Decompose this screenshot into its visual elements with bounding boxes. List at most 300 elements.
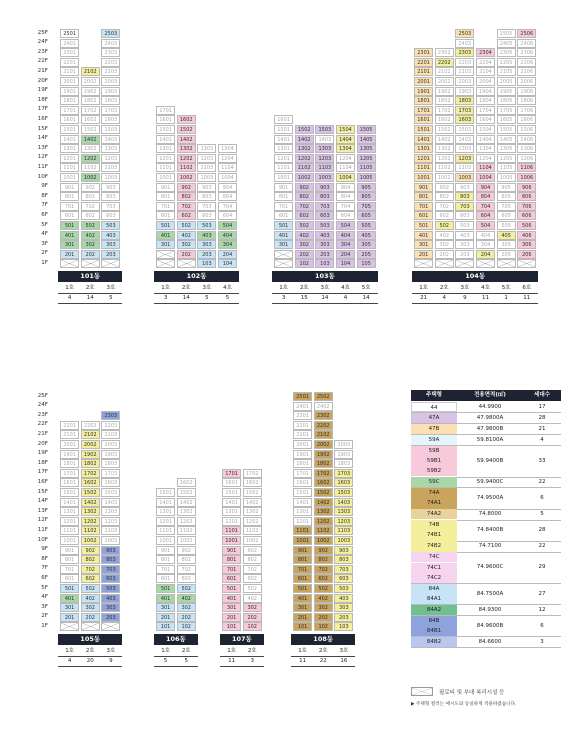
unit-cell: 1203: [334, 517, 353, 526]
unit-cell: 1002: [177, 536, 196, 545]
unit-cell: 503: [101, 221, 120, 230]
unit-cell: 102: [295, 259, 314, 268]
unit-cell: 201: [222, 613, 241, 622]
unit-cell: 406: [517, 231, 536, 240]
unit-cell: 901: [156, 546, 175, 555]
unit-cell: 501: [293, 584, 312, 593]
unit-cell: 1302: [295, 144, 314, 153]
unit-cell: 903: [315, 183, 334, 192]
unit-cell: 1004: [476, 173, 495, 182]
unit-cell: 1201: [60, 154, 79, 163]
unit-cell: 1802: [81, 96, 100, 105]
unit-cell: 1405: [357, 135, 376, 144]
unit-cell: 702: [314, 565, 333, 574]
unit-cell: 806: [517, 192, 536, 201]
unit-count: 4: [67, 295, 72, 301]
row-divider: [58, 303, 122, 304]
pilotis-legend: [411, 686, 561, 698]
unit-cell: 1501: [414, 125, 433, 134]
building-name: 107동: [220, 634, 264, 645]
unit-cell: 1002: [177, 173, 196, 182]
unit-cell: 2301: [414, 48, 433, 57]
unit-cell: 2205: [497, 58, 516, 67]
unit-cell: 1002: [81, 173, 100, 182]
unit-cell: [476, 259, 495, 268]
unit-cell: 1605: [497, 115, 516, 124]
legend-header: 세대수: [523, 390, 561, 401]
floor-label: 5F: [41, 584, 48, 591]
unit-cell: 801: [156, 192, 175, 201]
unit-cell: 505: [497, 221, 516, 230]
unit-cell: 805: [357, 192, 376, 201]
unit-cell: 1002: [243, 536, 262, 545]
unit-count: 16: [340, 658, 348, 664]
unit-cell: 301: [60, 240, 79, 249]
unit-cell: 1403: [334, 498, 353, 507]
unit-cell: 903: [101, 183, 120, 192]
unit-cell: 702: [435, 202, 454, 211]
unit-cell: 601: [60, 211, 79, 220]
unit-cell: 204: [476, 250, 495, 259]
floor-label: 17F: [37, 106, 48, 113]
legend-unit-type: 59B1: [411, 456, 457, 466]
unit-cell: 1902: [81, 450, 100, 459]
unit-cell: 1904: [476, 87, 495, 96]
unit-cell: 202: [435, 250, 454, 259]
unit-cell: 1801: [60, 96, 79, 105]
floor-label: 9F: [41, 546, 48, 553]
row-divider: [220, 666, 264, 667]
unit-cell: 2204: [476, 58, 495, 67]
unit-label: 2호: [299, 285, 309, 291]
unit-cell: 1202: [81, 154, 100, 163]
legend-unit-type: 74A: [411, 488, 457, 498]
unit-cell: 1602: [177, 115, 196, 124]
floor-label: 4F: [41, 231, 48, 238]
unit-cell: 1101: [156, 526, 175, 535]
unit-cell: 1403: [315, 135, 334, 144]
unit-count: 9: [109, 658, 113, 664]
unit-cell: 502: [295, 221, 314, 230]
unit-cell: 605: [497, 211, 516, 220]
unit-cell: 902: [177, 183, 196, 192]
unit-cell: 1903: [101, 87, 120, 96]
unit-cell: 101: [293, 622, 312, 631]
unit-cell: 1805: [497, 96, 516, 105]
unit-count: 3: [163, 295, 168, 301]
unit-cell: 1402: [435, 135, 454, 144]
unit-cell: 1702: [435, 106, 454, 115]
unit-cell: 2502: [314, 392, 333, 401]
floor-label: 14F: [37, 498, 48, 505]
legend-area: 74.8000: [478, 511, 502, 518]
unit-cell: 1606: [517, 115, 536, 124]
unit-cell: 2301: [293, 411, 312, 420]
unit-cell: 2405: [497, 39, 516, 48]
unit-cell: 202: [314, 613, 333, 622]
legend-count: 6: [540, 622, 544, 629]
unit-cell: 1201: [274, 154, 293, 163]
unit-cell: 802: [81, 192, 100, 201]
floor-label: 24F: [37, 39, 48, 46]
unit-cell: 1501: [293, 488, 312, 497]
unit-cell: 1102: [81, 163, 100, 172]
unit-label: 1호: [298, 648, 307, 654]
unit-label: 1호: [161, 285, 170, 291]
unit-cell: 303: [315, 240, 334, 249]
unit-cell: 1702: [243, 469, 262, 478]
unit-cell: 1205: [357, 154, 376, 163]
unit-cell: 804: [476, 192, 495, 201]
unit-cell: 1001: [414, 173, 433, 182]
unit-cell: 203: [101, 613, 120, 622]
unit-cell: 1204: [476, 154, 495, 163]
unit-cell: 1702: [314, 469, 333, 478]
unit-cell: 702: [295, 202, 314, 211]
unit-cell: 501: [156, 221, 175, 230]
unit-cell: 202: [177, 250, 196, 259]
unit-cell: 803: [101, 192, 120, 201]
legend-unit-type: 59A: [411, 435, 457, 445]
unit-cell: 805: [497, 192, 516, 201]
unit-label: 4호: [481, 285, 490, 291]
unit-cell: 403: [197, 231, 216, 240]
unit-cell: 701: [60, 565, 79, 574]
unit-label: 4호: [223, 285, 232, 291]
unit-cell: 1906: [517, 87, 536, 96]
unit-cell: 701: [293, 565, 312, 574]
unit-cell: 502: [435, 221, 454, 230]
floor-label: 13F: [37, 507, 48, 514]
floor-label: 23F: [37, 48, 48, 55]
unit-cell: 2303: [101, 411, 120, 420]
unit-cell: 1402: [177, 135, 196, 144]
unit-cell: 2301: [60, 48, 79, 57]
unit-cell: 302: [435, 240, 454, 249]
unit-cell: 401: [274, 231, 293, 240]
unit-cell: 2103: [455, 67, 474, 76]
unit-cell: 302: [314, 603, 333, 612]
unit-cell: 705: [497, 202, 516, 211]
unit-cell: 803: [455, 192, 474, 201]
unit-cell: 501: [414, 221, 433, 230]
unit-cell: 904: [336, 183, 355, 192]
color-footnote: ▶ 주택형 컬러는 예시도와 동일하게 적용하였습니다.: [411, 702, 517, 707]
unit-cell: 301: [293, 603, 312, 612]
floor-label: 6F: [41, 574, 48, 581]
unit-cell: 402: [314, 594, 333, 603]
unit-cell: 401: [156, 231, 175, 240]
unit-cell: 1701: [60, 469, 79, 478]
unit-count: 5: [109, 295, 113, 301]
floor-label: 12F: [37, 154, 48, 161]
unit-cell: 703: [101, 565, 120, 574]
unit-cell: 1303: [315, 144, 334, 153]
unit-count: 4: [343, 295, 348, 301]
unit-cell: 404: [476, 231, 495, 240]
legend-area: 59.9400B: [476, 457, 504, 464]
unit-cell: 1502: [177, 125, 196, 134]
unit-cell: 1202: [243, 517, 262, 526]
unit-cell: 401: [293, 594, 312, 603]
unit-cell: 2206: [517, 58, 536, 67]
unit-cell: 302: [81, 240, 100, 249]
unit-cell: 201: [60, 250, 79, 259]
floor-label: 21F: [37, 67, 48, 74]
unit-cell: 2102: [435, 67, 454, 76]
unit-cell: 1401: [60, 135, 79, 144]
unit-cell: 602: [314, 574, 333, 583]
floor-label: 2F: [41, 250, 48, 257]
unit-cell: 1201: [156, 517, 175, 526]
unit-cell: 1002: [314, 536, 333, 545]
unit-cell: 2003: [101, 440, 120, 449]
unit-cell: 603: [101, 574, 120, 583]
floor-label: 13F: [37, 144, 48, 151]
unit-cell: 503: [455, 221, 474, 230]
unit-cell: 402: [177, 231, 196, 240]
unit-cell: 1401: [274, 135, 293, 144]
unit-cell: 2406: [517, 39, 536, 48]
unit-label: 3호: [202, 285, 212, 291]
floor-label: 8F: [41, 555, 48, 562]
legend-unit-type: 74B2: [411, 541, 457, 551]
unit-cell: 103: [197, 259, 216, 268]
unit-cell: 605: [357, 211, 376, 220]
building-name: 102동: [154, 271, 239, 282]
legend-unit-type: 84A1: [411, 594, 457, 604]
unit-cell: 1601: [60, 478, 79, 487]
unit-cell: 903: [334, 546, 353, 555]
unit-cell: 1602: [177, 478, 196, 487]
unit-cell: 301: [222, 603, 241, 612]
unit-cell: 1003: [197, 173, 216, 182]
unit-count: 20: [86, 658, 94, 664]
unit-cell: 1304: [476, 144, 495, 153]
unit-cell: 1203: [315, 154, 334, 163]
unit-cell: 1001: [156, 173, 175, 182]
unit-cell: 105: [357, 259, 376, 268]
unit-cell: [81, 259, 100, 268]
unit-cell: 1103: [101, 526, 120, 535]
legend-unit-type: 47B: [411, 424, 457, 434]
floor-label: 10F: [37, 173, 48, 180]
unit-count: 11: [299, 658, 307, 664]
unit-count: 14: [182, 295, 190, 301]
unit-cell: 802: [435, 192, 454, 201]
unit-cell: 2201: [414, 58, 433, 67]
unit-cell: 1203: [455, 154, 474, 163]
unit-cell: 505: [357, 221, 376, 230]
unit-cell: 404: [218, 231, 237, 240]
building-name: 101동: [58, 271, 122, 282]
unit-cell: [60, 622, 79, 631]
unit-cell: 1701: [293, 469, 312, 478]
unit-cell: 1402: [314, 498, 333, 507]
unit-cell: 1203: [101, 154, 120, 163]
unit-cell: 1601: [156, 115, 175, 124]
unit-cell: 1102: [314, 526, 333, 535]
unit-cell: 2102: [314, 430, 333, 439]
unit-cell: 803: [101, 555, 120, 564]
unit-cell: 501: [60, 584, 79, 593]
row-divider: [154, 666, 198, 667]
unit-cell: 304: [336, 240, 355, 249]
unit-cell: 1801: [414, 96, 433, 105]
unit-cell: 2202: [314, 421, 333, 430]
unit-cell: 1401: [156, 135, 175, 144]
legend-area: 44.9900: [478, 404, 502, 410]
unit-cell: 2503: [101, 29, 120, 38]
unit-cell: 701: [274, 202, 293, 211]
unit-cell: 404: [336, 231, 355, 240]
unit-cell: 303: [197, 240, 216, 249]
unit-cell: 1004: [336, 173, 355, 182]
unit-cell: 302: [295, 240, 314, 249]
unit-cell: 1303: [334, 507, 353, 516]
unit-label: 3호: [339, 648, 349, 654]
unit-cell: 2103: [101, 430, 120, 439]
unit-cell: 703: [334, 565, 353, 574]
unit-cell: 502: [81, 221, 100, 230]
unit-cell: 604: [476, 211, 495, 220]
legend-area: 84.6600: [478, 639, 502, 645]
unit-label: 1호: [65, 285, 74, 291]
unit-cell: 1203: [101, 517, 120, 526]
unit-cell: 601: [156, 211, 175, 220]
unit-cell: 303: [455, 240, 474, 249]
unit-cell: 606: [517, 211, 536, 220]
floor-label: 8F: [41, 192, 48, 199]
unit-cell: 1101: [274, 163, 293, 172]
unit-cell: 1202: [435, 154, 454, 163]
unit-cell: 303: [334, 603, 353, 612]
unit-cell: 2003: [334, 440, 353, 449]
unit-cell: 1003: [101, 173, 120, 182]
unit-cell: 901: [414, 183, 433, 192]
floor-label: 17F: [37, 469, 48, 476]
unit-cell: 306: [517, 240, 536, 249]
unit-cell: 2403: [455, 39, 474, 48]
legend-count: 3: [540, 639, 544, 645]
unit-cell: 602: [81, 211, 100, 220]
unit-cell: 1305: [497, 144, 516, 153]
unit-count: 5: [205, 295, 209, 301]
unit-cell: 203: [101, 250, 120, 259]
unit-cell: 705: [357, 202, 376, 211]
unit-count: 14: [321, 295, 329, 301]
floor-label: 20F: [37, 440, 48, 447]
unit-cell: 1701: [60, 106, 79, 115]
unit-cell: 1902: [81, 87, 100, 96]
unit-cell: 1803: [101, 459, 120, 468]
unit-cell: 1202: [314, 517, 333, 526]
unit-cell: 2101: [414, 67, 433, 76]
floor-label: 6F: [41, 211, 48, 218]
unit-cell: 1701: [222, 469, 241, 478]
unit-cell: 501: [222, 584, 241, 593]
legend-unit-type: 84B: [411, 616, 457, 626]
unit-cell: 2001: [60, 440, 79, 449]
unit-cell: 601: [60, 574, 79, 583]
unit-cell: 102: [314, 622, 333, 631]
floor-label: 7F: [41, 202, 48, 209]
unit-cell: 1203: [197, 154, 216, 163]
unit-cell: [517, 259, 536, 268]
unit-cell: 2001: [60, 77, 79, 86]
legend-unit-type: 59B2: [411, 466, 457, 476]
unit-cell: 603: [197, 211, 216, 220]
unit-cell: 804: [336, 192, 355, 201]
unit-cell: 203: [455, 250, 474, 259]
unit-cell: 902: [295, 183, 314, 192]
unit-cell: 101: [156, 622, 175, 631]
unit-cell: 602: [81, 574, 100, 583]
unit-cell: 1701: [156, 106, 175, 115]
unit-cell: 2101: [60, 430, 79, 439]
unit-cell: 401: [60, 594, 79, 603]
unit-cell: 1302: [177, 507, 196, 516]
legend-count: 5: [540, 511, 544, 518]
unit-cell: 1303: [197, 144, 216, 153]
unit-cell: 1102: [177, 163, 196, 172]
unit-cell: 1601: [222, 478, 241, 487]
unit-cell: 203: [315, 250, 334, 259]
floor-label: 20F: [37, 77, 48, 84]
unit-cell: 301: [60, 603, 79, 612]
unit-cell: 401: [60, 231, 79, 240]
unit-cell: 1206: [517, 154, 536, 163]
legend-header: 주택형: [411, 390, 457, 401]
unit-cell: 2506: [517, 29, 536, 38]
unit-label: 3호: [460, 285, 470, 291]
unit-cell: 1304: [218, 144, 237, 153]
floor-label: 10F: [37, 536, 48, 543]
unit-cell: 802: [295, 192, 314, 201]
unit-label: 3호: [320, 285, 330, 291]
floor-label: 18F: [37, 459, 48, 466]
unit-cell: 1002: [435, 173, 454, 182]
unit-cell: 1702: [81, 106, 100, 115]
unit-cell: 1306: [517, 144, 536, 153]
legend-unit-type: 74B1: [411, 530, 457, 540]
legend-area: 74.9600C: [476, 564, 504, 571]
unit-cell: 1901: [60, 87, 79, 96]
unit-cell: 1802: [435, 96, 454, 105]
unit-cell: 1302: [81, 507, 100, 516]
unit-cell: 403: [334, 594, 353, 603]
unit-cell: 601: [156, 574, 175, 583]
unit-cell: 904: [476, 183, 495, 192]
unit-cell: 702: [81, 202, 100, 211]
unit-cell: 1603: [334, 478, 353, 487]
unit-cell: 202: [81, 250, 100, 259]
unit-label: 2호: [181, 648, 191, 654]
unit-cell: 2304: [476, 48, 495, 57]
unit-cell: 1502: [81, 488, 100, 497]
unit-cell: 1806: [517, 96, 536, 105]
unit-cell: 1703: [334, 469, 353, 478]
unit-cell: 301: [156, 240, 175, 249]
unit-count: 21: [420, 295, 428, 301]
unit-cell: 801: [274, 192, 293, 201]
unit-cell: 1202: [177, 154, 196, 163]
unit-cell: 1503: [315, 125, 334, 134]
unit-cell: 203: [197, 250, 216, 259]
unit-cell: 503: [315, 221, 334, 230]
unit-label: 1호: [65, 648, 74, 654]
unit-cell: 603: [101, 211, 120, 220]
